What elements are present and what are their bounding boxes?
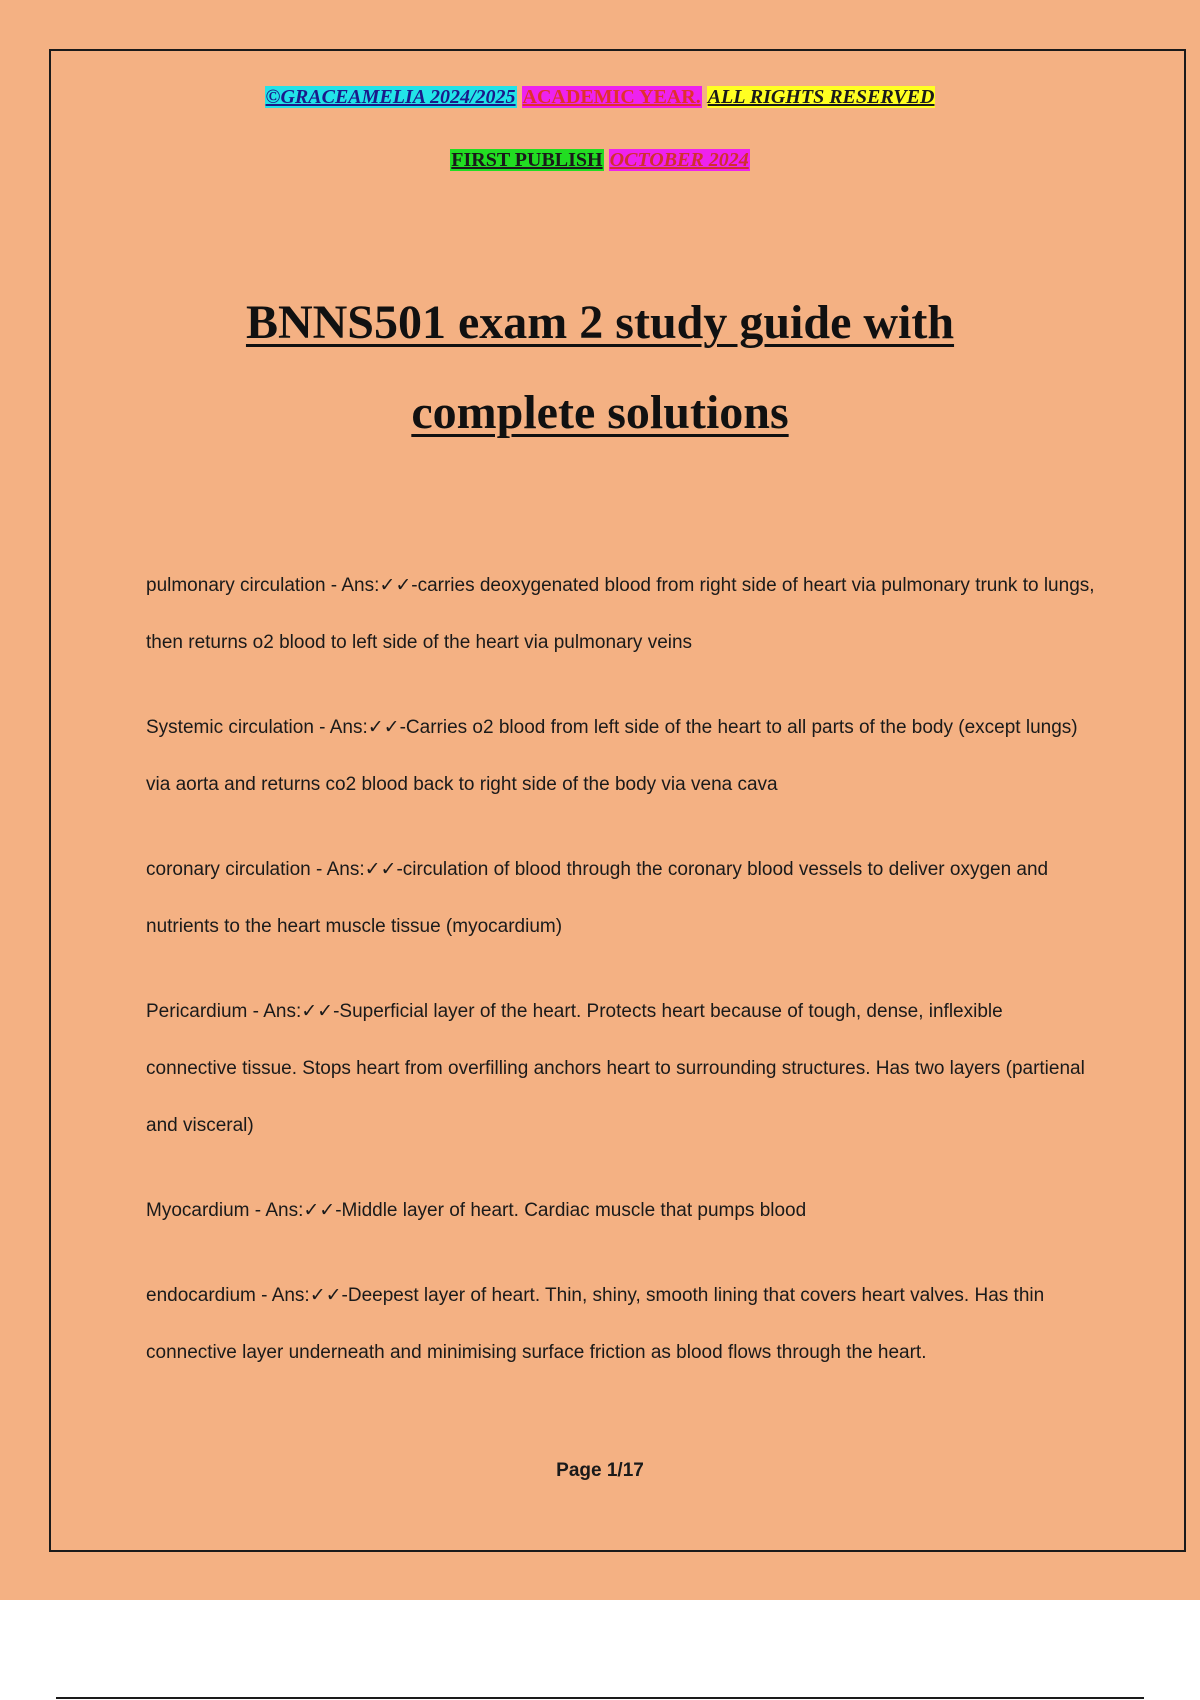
- entry-definition: circulation of blood through the coronary blood vessels to deliver oxygen and nutrients to the heart muscle tissue (myocardium): [146, 859, 1049, 937]
- entry-term: Pericardium -: [146, 1001, 263, 1022]
- entry-answer-marker: Ans:✓✓ -: [327, 859, 403, 880]
- entry-pericardium: [146, 983, 1096, 1154]
- document-title: [0, 278, 1200, 458]
- entry-term: endocardium -: [146, 1285, 272, 1306]
- entry-term: pulmonary circulation -: [146, 575, 341, 596]
- entry-pulmonary-circulation: [146, 557, 1096, 671]
- entry-definition: Middle layer of heart. Cardiac muscle that pumps blood: [341, 1200, 807, 1221]
- entry-definition: carries deoxygenated blood from right side of heart via pulmonary trunk to lungs, then returns o2 blood to left side of the heart via pulmonary veins: [146, 575, 1095, 653]
- entry-myocardium: [146, 1182, 1096, 1239]
- title-line-2: complete solutions: [411, 386, 789, 439]
- entry-term: Systemic circulation -: [146, 717, 330, 738]
- entry-term: Myocardium -: [146, 1200, 265, 1221]
- entry-systemic-circulation: [146, 699, 1096, 813]
- entry-answer-marker: Ans:✓✓ -: [263, 1001, 339, 1022]
- page-number: Page 1/17: [556, 1460, 644, 1481]
- first-publish-highlight: FIRST PUBLISH: [451, 149, 603, 171]
- entry-answer-marker: Ans:✓✓ -: [341, 575, 417, 596]
- copyright-line: [0, 84, 1200, 110]
- entry-definition: Carries o2 blood from left side of the heart to all parts of the body (except lungs) via aorta and returns co2 blood back to right side of the body via vena cava: [146, 717, 1078, 795]
- title-line-1: BNNS501 exam 2 study guide with: [245, 296, 955, 349]
- entry-definition: Superficial layer of the heart. Protects heart because of tough, dense, inflexible connective tissue. Stops heart from overfilling anchors heart to surrounding structures. Has two layers (partienal and visceral): [146, 1001, 1085, 1136]
- entry-answer-marker: Ans:✓✓ -: [330, 717, 406, 738]
- publish-date-highlight: OCTOBER 2024: [609, 149, 749, 171]
- academic-year-highlight: ACADEMIC YEAR.: [522, 86, 701, 108]
- entry-term: coronary circulation -: [146, 859, 327, 880]
- entry-coronary-circulation: [146, 841, 1096, 955]
- next-page-divider: [56, 1697, 1144, 1699]
- study-entries: [146, 557, 1096, 1409]
- entry-endocardium: [146, 1267, 1096, 1381]
- publish-line: [0, 147, 1200, 173]
- entry-answer-marker: Ans:✓✓ -: [265, 1200, 341, 1221]
- entry-definition: Deepest layer of heart. Thin, shiny, smooth lining that covers heart valves. Has thin connective layer underneath and minimising surface friction as blood flows through the heart.: [146, 1285, 1045, 1363]
- entry-answer-marker: Ans:✓✓ -: [272, 1285, 348, 1306]
- rights-reserved-highlight: ALL RIGHTS RESERVED: [707, 86, 935, 108]
- copyright-highlight: ©GRACEAMELIA 2024/2025: [265, 86, 516, 108]
